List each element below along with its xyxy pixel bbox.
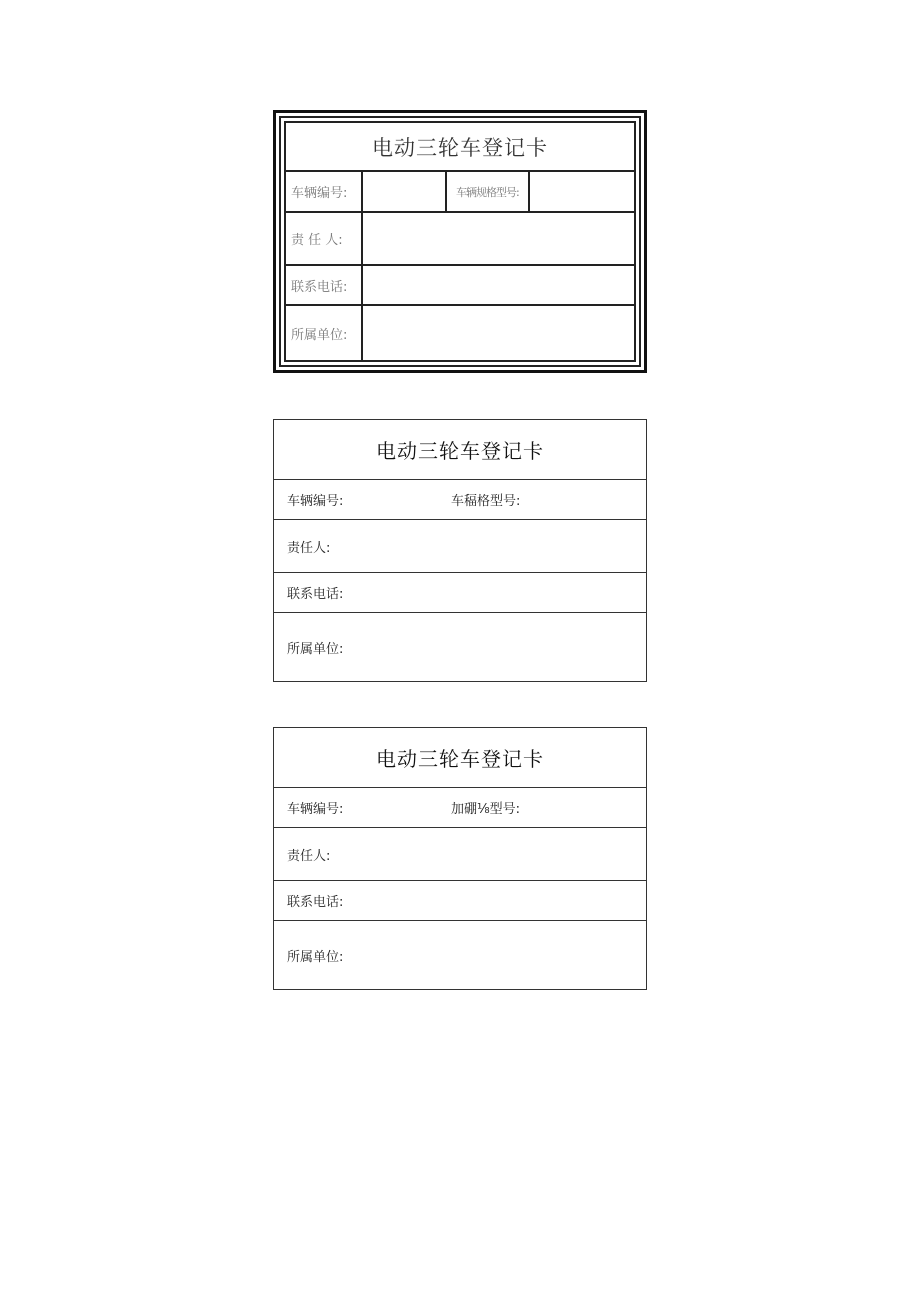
card-3-row-owner	[274, 828, 646, 881]
vehicle-number-label: 车辆编号:	[287, 802, 344, 817]
card-1-row-vehicle	[286, 172, 634, 213]
phone-label: 联系电话:	[287, 587, 344, 602]
card-2-row-owner	[274, 520, 646, 573]
unit-label: 所属单位:	[287, 949, 344, 965]
phone-field[interactable]	[363, 266, 634, 304]
vehicle-model-label: 车稫格型号:	[451, 494, 521, 509]
vehicle-model-label: 加硼⅛型号:	[451, 802, 520, 817]
owner-label: 责 任 人:	[286, 213, 363, 264]
registration-card-3	[273, 727, 647, 990]
card-1-row-owner	[286, 213, 634, 266]
card-1-title: 电动三轮车登记卡	[286, 123, 634, 172]
vehicle-number-label: 车辆编号:	[286, 172, 363, 211]
card-2-row-unit	[274, 613, 646, 681]
registration-card-1	[273, 110, 647, 373]
card-2-row-vehicle	[274, 480, 646, 520]
vehicle-model-label: 车辆规格型号:	[447, 172, 530, 211]
card-3-row-phone	[274, 881, 646, 921]
vehicle-number-label: 车辆编号:	[287, 494, 344, 509]
card-1-row-phone	[286, 266, 634, 306]
card-1-row-unit	[286, 306, 634, 360]
unit-label: 所属单位:	[286, 306, 363, 360]
unit-field[interactable]	[363, 306, 634, 360]
unit-label: 所属单位:	[287, 641, 344, 657]
card-3-row-vehicle	[274, 788, 646, 828]
phone-label: 联系电话:	[286, 266, 363, 304]
phone-label: 联系电话:	[287, 895, 344, 910]
card-2-row-phone	[274, 573, 646, 613]
card-2-title: 电动三轮车登记卡	[274, 420, 646, 480]
card-1-inner-frame	[279, 116, 641, 367]
vehicle-model-field[interactable]	[530, 172, 634, 211]
card-3-row-unit	[274, 921, 646, 989]
owner-field[interactable]	[363, 213, 634, 264]
owner-label: 责任人:	[287, 848, 331, 864]
vehicle-number-field[interactable]	[363, 172, 447, 211]
card-3-title: 电动三轮车登记卡	[274, 728, 646, 788]
registration-card-2	[273, 419, 647, 682]
card-1-table	[284, 121, 636, 362]
owner-label: 责任人:	[287, 540, 331, 556]
